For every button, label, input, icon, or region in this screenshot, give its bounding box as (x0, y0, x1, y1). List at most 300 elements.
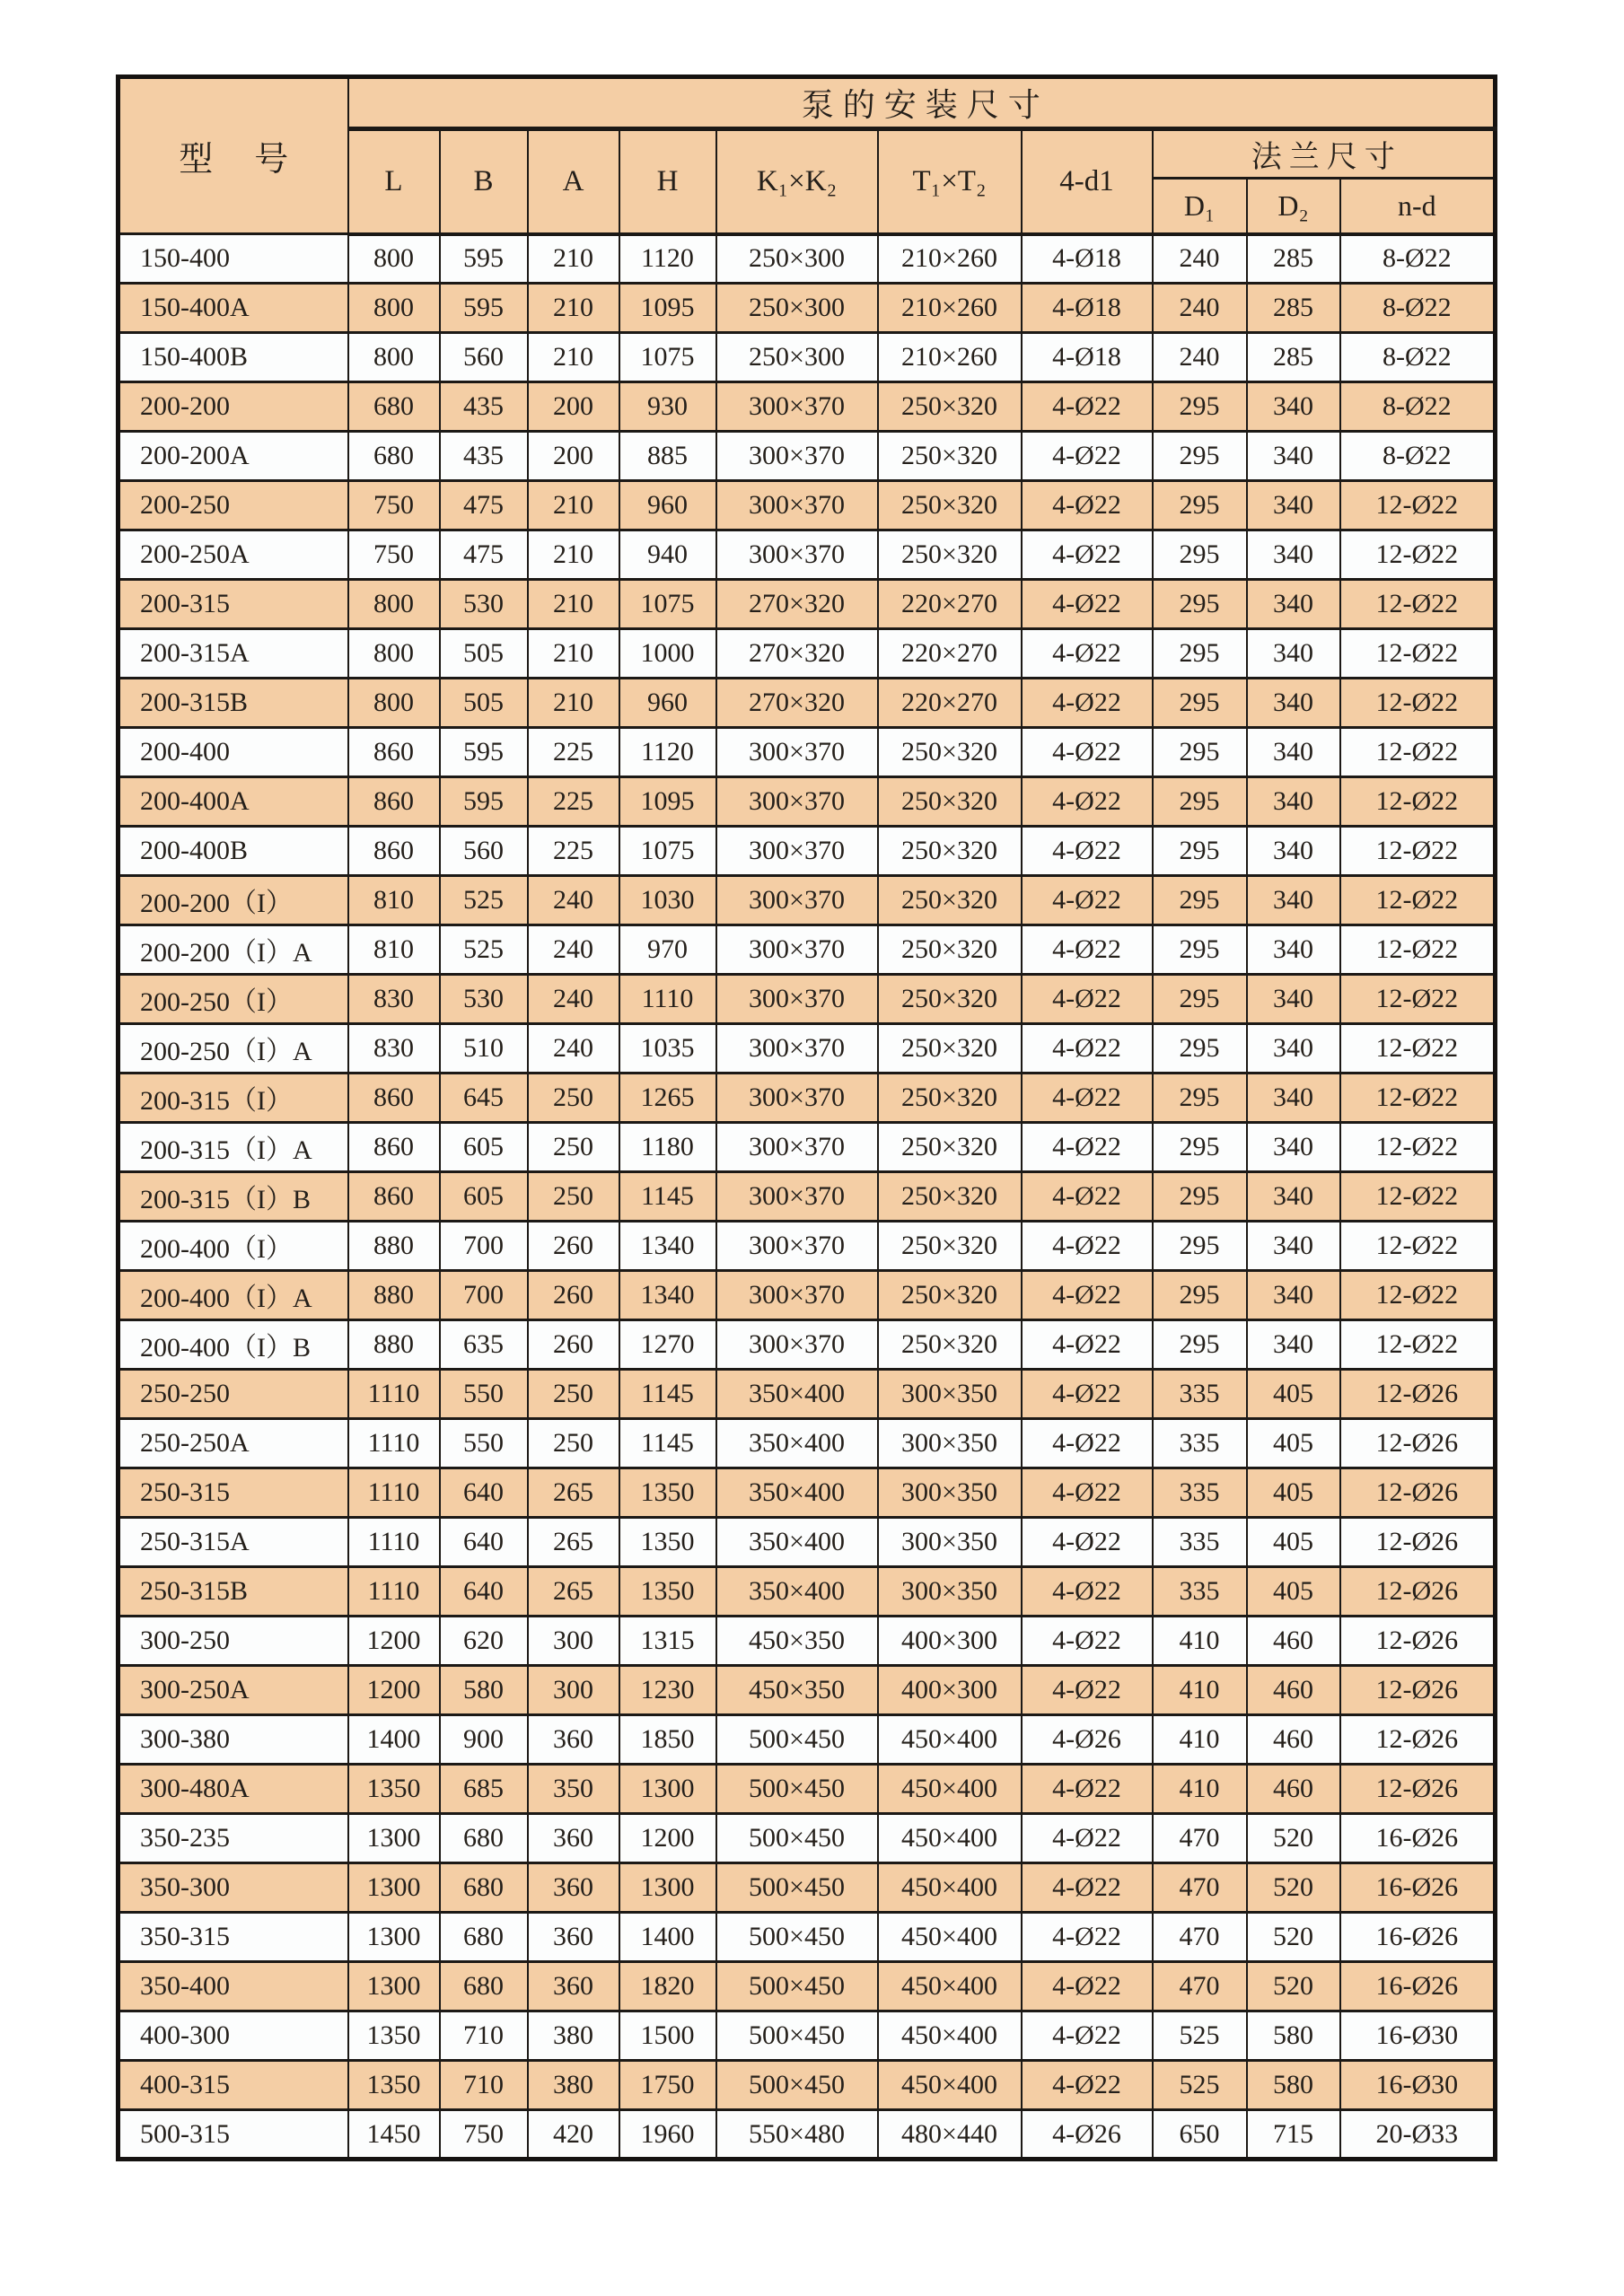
value-cell: 12-Ø22 (1340, 679, 1496, 728)
table-row (119, 728, 1496, 777)
value-cell: 605 (440, 1123, 528, 1172)
col-header-B: B (440, 129, 528, 234)
value-cell: 4-Ø22 (1022, 530, 1153, 580)
table-row (119, 1370, 1496, 1419)
table-row (119, 1419, 1496, 1468)
value-cell: 700 (440, 1271, 528, 1320)
model-cell: 200-400（I）B (119, 1320, 348, 1370)
value-cell: 595 (440, 284, 528, 333)
value-cell: 210×260 (878, 234, 1022, 284)
value-cell: 250×320 (878, 481, 1022, 530)
model-cell: 200-400（I）A (119, 1271, 348, 1320)
value-cell: 240 (528, 975, 619, 1024)
value-cell: 810 (348, 925, 440, 975)
value-cell: 300×370 (716, 1172, 878, 1222)
value-cell: 405 (1247, 1567, 1340, 1617)
value-cell: 410 (1153, 1666, 1247, 1715)
value-cell: 16-Ø30 (1340, 2061, 1496, 2110)
table-row (119, 1468, 1496, 1518)
value-cell: 250×320 (878, 975, 1022, 1024)
model-cell: 350-315 (119, 1913, 348, 1962)
value-cell: 520 (1247, 1863, 1340, 1913)
value-cell: 1300 (619, 1765, 716, 1814)
value-cell: 340 (1247, 1172, 1340, 1222)
value-cell: 220×270 (878, 629, 1022, 679)
value-cell: 475 (440, 530, 528, 580)
value-cell: 16-Ø30 (1340, 2011, 1496, 2061)
value-cell: 340 (1247, 1320, 1340, 1370)
value-cell: 300×370 (716, 876, 878, 925)
model-cell: 200-400 (119, 728, 348, 777)
value-cell: 360 (528, 1715, 619, 1765)
table-row (119, 679, 1496, 728)
table-row (119, 382, 1496, 432)
value-cell: 4-Ø22 (1022, 1074, 1153, 1123)
value-cell: 210 (528, 284, 619, 333)
table-row (119, 2061, 1496, 2110)
model-cell: 250-315B (119, 1567, 348, 1617)
value-cell: 12-Ø22 (1340, 1123, 1496, 1172)
table-row (119, 1123, 1496, 1172)
value-cell: 12-Ø26 (1340, 1468, 1496, 1518)
value-cell: 8-Ø22 (1340, 234, 1496, 284)
value-cell: 4-Ø22 (1022, 1468, 1153, 1518)
col-header-D2: D₂ (1247, 179, 1340, 234)
col-header-H: H (619, 129, 716, 234)
col-header-T1xT2: T₁×T₂ (878, 129, 1022, 234)
value-cell: 860 (348, 1123, 440, 1172)
value-cell: 860 (348, 728, 440, 777)
value-cell: 4-Ø22 (1022, 777, 1153, 827)
install-dimensions-header: 泵的安装尺寸 (348, 77, 1496, 129)
value-cell: 1350 (619, 1567, 716, 1617)
value-cell: 300×350 (878, 1419, 1022, 1468)
value-cell: 300×350 (878, 1370, 1022, 1419)
table-row (119, 1222, 1496, 1271)
value-cell: 960 (619, 481, 716, 530)
value-cell: 340 (1247, 481, 1340, 530)
model-cell: 250-315A (119, 1518, 348, 1567)
value-cell: 830 (348, 975, 440, 1024)
value-cell: 12-Ø22 (1340, 1024, 1496, 1074)
value-cell: 1340 (619, 1271, 716, 1320)
value-cell: 335 (1153, 1567, 1247, 1617)
value-cell: 240 (1153, 333, 1247, 382)
value-cell: 350 (528, 1765, 619, 1814)
value-cell: 4-Ø22 (1022, 629, 1153, 679)
value-cell: 450×400 (878, 1962, 1022, 2011)
value-cell: 300×370 (716, 975, 878, 1024)
model-cell: 200-315（I） (119, 1074, 348, 1123)
value-cell: 880 (348, 1320, 440, 1370)
value-cell: 285 (1247, 234, 1340, 284)
value-cell: 300×350 (878, 1518, 1022, 1567)
value-cell: 4-Ø22 (1022, 1863, 1153, 1913)
model-cell: 250-315 (119, 1468, 348, 1518)
value-cell: 340 (1247, 382, 1340, 432)
value-cell: 860 (348, 827, 440, 876)
value-cell: 350×400 (716, 1518, 878, 1567)
value-cell: 295 (1153, 876, 1247, 925)
flange-size-header: 法兰尺寸 (1153, 129, 1496, 179)
value-cell: 1110 (348, 1370, 440, 1419)
value-cell: 12-Ø22 (1340, 629, 1496, 679)
value-cell: 250×320 (878, 728, 1022, 777)
value-cell: 405 (1247, 1370, 1340, 1419)
value-cell: 240 (528, 1024, 619, 1074)
value-cell: 295 (1153, 1222, 1247, 1271)
value-cell: 1200 (619, 1814, 716, 1863)
value-cell: 715 (1247, 2110, 1340, 2160)
value-cell: 520 (1247, 1913, 1340, 1962)
value-cell: 680 (440, 1863, 528, 1913)
value-cell: 400×300 (878, 1617, 1022, 1666)
table-row (119, 580, 1496, 629)
table-row (119, 777, 1496, 827)
value-cell: 300×370 (716, 382, 878, 432)
model-cell: 300-380 (119, 1715, 348, 1765)
value-cell: 1110 (619, 975, 716, 1024)
value-cell: 300 (528, 1666, 619, 1715)
table-row (119, 1666, 1496, 1715)
value-cell: 260 (528, 1320, 619, 1370)
value-cell: 210 (528, 333, 619, 382)
value-cell: 300×370 (716, 777, 878, 827)
value-cell: 12-Ø26 (1340, 1370, 1496, 1419)
value-cell: 210 (528, 629, 619, 679)
value-cell: 250 (528, 1172, 619, 1222)
value-cell: 525 (1153, 2011, 1247, 2061)
value-cell: 4-Ø22 (1022, 1024, 1153, 1074)
value-cell: 405 (1247, 1468, 1340, 1518)
value-cell: 360 (528, 1913, 619, 1962)
value-cell: 1350 (619, 1468, 716, 1518)
value-cell: 295 (1153, 679, 1247, 728)
value-cell: 335 (1153, 1468, 1247, 1518)
value-cell: 4-Ø22 (1022, 580, 1153, 629)
value-cell: 12-Ø26 (1340, 1419, 1496, 1468)
value-cell: 1350 (348, 2061, 440, 2110)
value-cell: 1230 (619, 1666, 716, 1715)
value-cell: 250×300 (716, 333, 878, 382)
value-cell: 250×300 (716, 234, 878, 284)
value-cell: 1300 (619, 1863, 716, 1913)
value-cell: 380 (528, 2061, 619, 2110)
value-cell: 450×400 (878, 1863, 1022, 1913)
value-cell: 4-Ø22 (1022, 1172, 1153, 1222)
value-cell: 295 (1153, 827, 1247, 876)
table-row (119, 333, 1496, 382)
value-cell: 300×370 (716, 1024, 878, 1074)
value-cell: 505 (440, 679, 528, 728)
value-cell: 1000 (619, 629, 716, 679)
value-cell: 470 (1153, 1962, 1247, 2011)
value-cell: 1145 (619, 1172, 716, 1222)
value-cell: 225 (528, 728, 619, 777)
value-cell: 885 (619, 432, 716, 481)
table-row (119, 629, 1496, 679)
value-cell: 560 (440, 333, 528, 382)
value-cell: 240 (1153, 234, 1247, 284)
value-cell: 4-Ø22 (1022, 728, 1153, 777)
value-cell: 1300 (348, 1863, 440, 1913)
value-cell: 340 (1247, 728, 1340, 777)
col-header-A: A (528, 129, 619, 234)
value-cell: 1095 (619, 284, 716, 333)
value-cell: 295 (1153, 1320, 1247, 1370)
value-cell: 350×400 (716, 1419, 878, 1468)
value-cell: 1110 (348, 1468, 440, 1518)
value-cell: 210 (528, 679, 619, 728)
value-cell: 285 (1247, 284, 1340, 333)
value-cell: 800 (348, 580, 440, 629)
table-row (119, 1320, 1496, 1370)
value-cell: 860 (348, 777, 440, 827)
value-cell: 270×320 (716, 679, 878, 728)
value-cell: 360 (528, 1863, 619, 1913)
value-cell: 560 (440, 827, 528, 876)
value-cell: 295 (1153, 629, 1247, 679)
value-cell: 240 (528, 925, 619, 975)
value-cell: 640 (440, 1567, 528, 1617)
value-cell: 250×320 (878, 1320, 1022, 1370)
value-cell: 300×370 (716, 1123, 878, 1172)
value-cell: 1120 (619, 728, 716, 777)
table-row (119, 1863, 1496, 1913)
table-row (119, 1024, 1496, 1074)
value-cell: 300×370 (716, 925, 878, 975)
value-cell: 12-Ø22 (1340, 481, 1496, 530)
value-cell: 295 (1153, 1123, 1247, 1172)
value-cell: 8-Ø22 (1340, 333, 1496, 382)
value-cell: 360 (528, 1814, 619, 1863)
value-cell: 1110 (348, 1419, 440, 1468)
value-cell: 12-Ø22 (1340, 580, 1496, 629)
value-cell: 250 (528, 1370, 619, 1419)
value-cell: 880 (348, 1271, 440, 1320)
model-cell: 200-200A (119, 432, 348, 481)
value-cell: 550×480 (716, 2110, 878, 2160)
value-cell: 1315 (619, 1617, 716, 1666)
value-cell: 250×320 (878, 925, 1022, 975)
value-cell: 12-Ø26 (1340, 1765, 1496, 1814)
table-row (119, 1715, 1496, 1765)
value-cell: 505 (440, 629, 528, 679)
value-cell: 1300 (348, 1814, 440, 1863)
header-row-1 (119, 77, 1496, 129)
value-cell: 450×400 (878, 1765, 1022, 1814)
value-cell: 500×450 (716, 1715, 878, 1765)
table-row (119, 1172, 1496, 1222)
value-cell: 340 (1247, 530, 1340, 580)
value-cell: 880 (348, 1222, 440, 1271)
value-cell: 500×450 (716, 1814, 878, 1863)
value-cell: 4-Ø22 (1022, 1419, 1153, 1468)
value-cell: 1030 (619, 876, 716, 925)
value-cell: 4-Ø18 (1022, 284, 1153, 333)
value-cell: 1200 (348, 1617, 440, 1666)
table-row (119, 1814, 1496, 1863)
value-cell: 930 (619, 382, 716, 432)
value-cell: 295 (1153, 975, 1247, 1024)
value-cell: 295 (1153, 777, 1247, 827)
value-cell: 410 (1153, 1617, 1247, 1666)
value-cell: 1350 (348, 1765, 440, 1814)
table-row (119, 2011, 1496, 2061)
model-cell: 350-300 (119, 1863, 348, 1913)
value-cell: 250×320 (878, 432, 1022, 481)
value-cell: 1960 (619, 2110, 716, 2160)
value-cell: 340 (1247, 1271, 1340, 1320)
table-row (119, 432, 1496, 481)
value-cell: 295 (1153, 1172, 1247, 1222)
value-cell: 265 (528, 1567, 619, 1617)
value-cell: 1300 (348, 1962, 440, 2011)
value-cell: 295 (1153, 1024, 1247, 1074)
value-cell: 580 (1247, 2011, 1340, 2061)
value-cell: 750 (348, 530, 440, 580)
table-row (119, 1765, 1496, 1814)
value-cell: 340 (1247, 580, 1340, 629)
value-cell: 650 (1153, 2110, 1247, 2160)
value-cell: 295 (1153, 1271, 1247, 1320)
value-cell: 450×400 (878, 2011, 1022, 2061)
value-cell: 500×450 (716, 1765, 878, 1814)
model-cell: 200-315 (119, 580, 348, 629)
value-cell: 1270 (619, 1320, 716, 1370)
value-cell: 340 (1247, 1123, 1340, 1172)
value-cell: 340 (1247, 679, 1340, 728)
model-cell: 200-250 (119, 481, 348, 530)
value-cell: 580 (1247, 2061, 1340, 2110)
value-cell: 300×370 (716, 1074, 878, 1123)
value-cell: 340 (1247, 975, 1340, 1024)
value-cell: 4-Ø22 (1022, 432, 1153, 481)
value-cell: 800 (348, 284, 440, 333)
value-cell: 680 (440, 1814, 528, 1863)
value-cell: 1120 (619, 234, 716, 284)
value-cell: 510 (440, 1024, 528, 1074)
value-cell: 640 (440, 1468, 528, 1518)
value-cell: 12-Ø22 (1340, 827, 1496, 876)
value-cell: 1500 (619, 2011, 716, 2061)
model-cell: 350-400 (119, 1962, 348, 2011)
value-cell: 4-Ø22 (1022, 679, 1153, 728)
value-cell: 520 (1247, 1962, 1340, 2011)
col-header-D1: D₁ (1153, 179, 1247, 234)
value-cell: 8-Ø22 (1340, 382, 1496, 432)
value-cell: 860 (348, 1074, 440, 1123)
model-cell: 200-250A (119, 530, 348, 580)
value-cell: 12-Ø22 (1340, 1320, 1496, 1370)
value-cell: 12-Ø26 (1340, 1617, 1496, 1666)
value-cell: 4-Ø22 (1022, 925, 1153, 975)
col-header-4-d1: 4-d1 (1022, 129, 1153, 234)
value-cell: 300×370 (716, 432, 878, 481)
value-cell: 460 (1247, 1666, 1340, 1715)
value-cell: 1350 (619, 1518, 716, 1567)
value-cell: 1145 (619, 1419, 716, 1468)
value-cell: 1300 (348, 1913, 440, 1962)
value-cell: 750 (348, 481, 440, 530)
value-cell: 4-Ø22 (1022, 827, 1153, 876)
value-cell: 970 (619, 925, 716, 975)
value-cell: 240 (528, 876, 619, 925)
col-header-n-d: n-d (1340, 179, 1496, 234)
value-cell: 680 (440, 1962, 528, 2011)
value-cell: 300×370 (716, 728, 878, 777)
value-cell: 4-Ø22 (1022, 1271, 1153, 1320)
value-cell: 1340 (619, 1222, 716, 1271)
value-cell: 16-Ø26 (1340, 1814, 1496, 1863)
table-row (119, 975, 1496, 1024)
model-cell: 200-315（I）B (119, 1172, 348, 1222)
value-cell: 250×320 (878, 1123, 1022, 1172)
value-cell: 4-Ø22 (1022, 1913, 1153, 1962)
value-cell: 710 (440, 2061, 528, 2110)
value-cell: 435 (440, 432, 528, 481)
value-cell: 1750 (619, 2061, 716, 2110)
value-cell: 4-Ø22 (1022, 1370, 1153, 1419)
value-cell: 300×370 (716, 1271, 878, 1320)
value-cell: 12-Ø26 (1340, 1518, 1496, 1567)
model-cell: 300-250 (119, 1617, 348, 1666)
value-cell: 450×350 (716, 1666, 878, 1715)
value-cell: 710 (440, 2011, 528, 2061)
value-cell: 210×260 (878, 333, 1022, 382)
table-row (119, 876, 1496, 925)
value-cell: 12-Ø26 (1340, 1715, 1496, 1765)
value-cell: 250×320 (878, 530, 1022, 580)
value-cell: 800 (348, 629, 440, 679)
value-cell: 12-Ø22 (1340, 530, 1496, 580)
value-cell: 595 (440, 777, 528, 827)
value-cell: 335 (1153, 1518, 1247, 1567)
value-cell: 450×400 (878, 2061, 1022, 2110)
value-cell: 405 (1247, 1518, 1340, 1567)
col-header-L: L (348, 129, 440, 234)
pump-installation-dimensions-table (116, 74, 1497, 2161)
value-cell: 12-Ø22 (1340, 876, 1496, 925)
value-cell: 4-Ø22 (1022, 1320, 1153, 1370)
value-cell: 500×450 (716, 2011, 878, 2061)
value-cell: 16-Ø26 (1340, 1962, 1496, 2011)
value-cell: 680 (440, 1913, 528, 1962)
value-cell: 900 (440, 1715, 528, 1765)
value-cell: 295 (1153, 382, 1247, 432)
value-cell: 4-Ø22 (1022, 1567, 1153, 1617)
value-cell: 340 (1247, 1074, 1340, 1123)
value-cell: 350×400 (716, 1468, 878, 1518)
value-cell: 4-Ø22 (1022, 1617, 1153, 1666)
value-cell: 595 (440, 728, 528, 777)
value-cell: 300×350 (878, 1567, 1022, 1617)
value-cell: 4-Ø22 (1022, 481, 1153, 530)
model-cell: 350-235 (119, 1814, 348, 1863)
table-row (119, 2110, 1496, 2160)
table-row (119, 1518, 1496, 1567)
value-cell: 12-Ø26 (1340, 1666, 1496, 1715)
value-cell: 4-Ø22 (1022, 1765, 1153, 1814)
value-cell: 1820 (619, 1962, 716, 2011)
value-cell: 645 (440, 1074, 528, 1123)
value-cell: 295 (1153, 432, 1247, 481)
value-cell: 12-Ø22 (1340, 1172, 1496, 1222)
col-header-K1xK2: K₁×K₂ (716, 129, 878, 234)
value-cell: 340 (1247, 432, 1340, 481)
value-cell: 1200 (348, 1666, 440, 1715)
value-cell: 225 (528, 827, 619, 876)
